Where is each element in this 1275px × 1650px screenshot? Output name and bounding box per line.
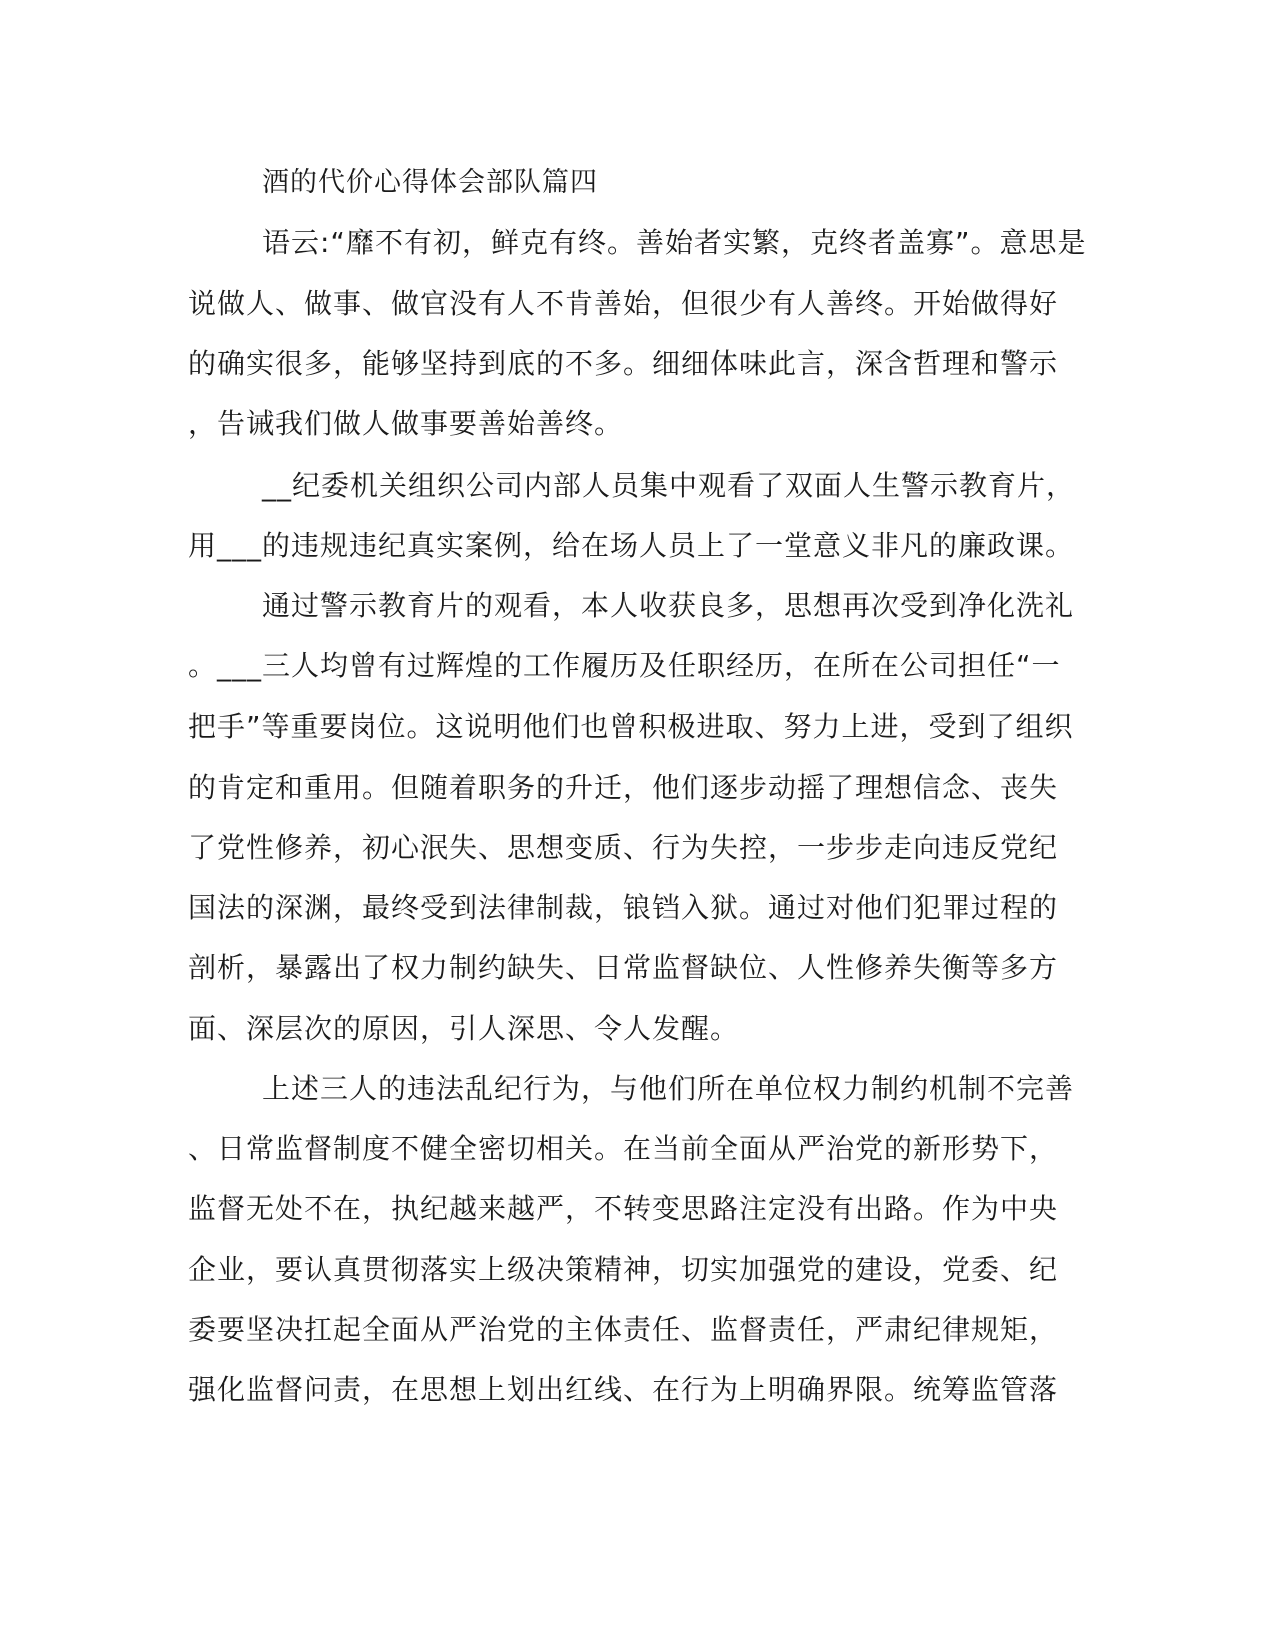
text-line: ，告诫我们做人做事要善始善终。 [188,407,624,440]
text-line: 的肯定和重用。但随着职务的升迁，他们逐步动摇了理想信念、丧失 [188,771,1059,804]
text-line: 委要坚决扛起全面从严治党的主体责任、监督责任，严肃纪律规矩， [188,1313,1059,1346]
text-line: 国法的深渊，最终受到法律制裁，锒铛入狱。通过对他们犯罪过程的 [188,891,1059,924]
text-line: 剖析，暴露出了权力制约缺失、日常监督缺位、人性修养失衡等多方 [188,951,1059,984]
text-line: 语云:“靡不有初，鲜克有终。善始者实繁，克终者盖寡”。意思是 [262,226,1087,259]
text-line: 面、深层次的原因，引人深思、令人发醒。 [188,1012,740,1045]
text-line: 了党性修养，初心泯失、思想变质、行为失控，一步步走向违反党纪 [188,831,1059,864]
text-line: 通过警示教育片的观看，本人收获良多，思想再次受到净化洗礼 [262,589,1075,622]
text-line: 把手”等重要岗位。这说明他们也曾积极进取、努力上进，受到了组织 [188,710,1074,743]
text-line: 说做人、做事、做官没有人不肯善始，但很少有人善终。开始做得好 [188,287,1059,320]
text-line: 强化监督问责，在思想上划出红线、在行为上明确界限。统筹监管落 [188,1373,1059,1406]
text-line: __纪委机关组织公司内部人员集中观看了双面人生警示教育片， [262,469,1076,502]
text-line: 用___的违规违纪真实案例，给在场人员上了一堂意义非凡的廉政课。 [188,529,1075,562]
text-line: 的确实很多，能够坚持到底的不多。细细体味此言，深含哲理和警示 [188,347,1059,380]
text-line: 。___三人均曾有过辉煌的工作履历及任职经历，在所在公司担任“一 [188,649,1061,682]
text-line: 上述三人的违法乱纪行为，与他们所在单位权力制约机制不完善 [262,1072,1075,1105]
document-title: 酒的代价心得体会部队篇四 [262,167,598,198]
text-line: 监督无处不在，执纪越来越严，不转变思路注定没有出路。作为中央 [188,1192,1059,1225]
text-line: 企业，要认真贯彻落实上级决策精神，切实加强党的建设，党委、纪 [188,1253,1059,1286]
text-line: 、日常监督制度不健全密切相关。在当前全面从严治党的新形势下， [188,1132,1059,1165]
